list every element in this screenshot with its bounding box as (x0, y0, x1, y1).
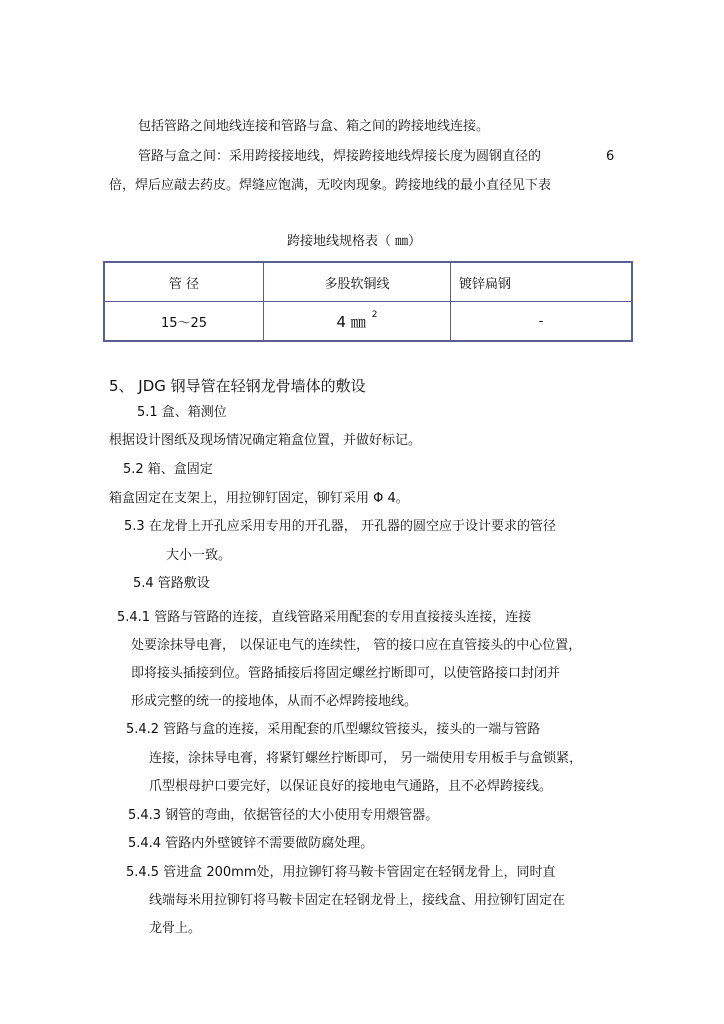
section-5-title: 5、 JDG 钢导管在轻钢龙骨墙体的敷设 (109, 377, 366, 395)
intro-line-2-number: 6 (606, 149, 615, 164)
section-5-4-2-line-2: 连接，涂抹导电膏，将紧钉螺丝拧断即可， 另一端使用专用板手与盒锁紧， (149, 751, 583, 766)
table-header-row (104, 262, 632, 302)
section-5-2-title: 5.2 箱、盒固定 (123, 462, 213, 477)
section-5-4-3: 5.4.3 钢管的弯曲，依据管径的大小使用专用煨管器。 (128, 808, 439, 823)
header-copper-wire: 多股软铜线 (264, 262, 451, 302)
intro-line-3: 倍，焊后应敲去药皮。焊缝应饱满，无咬肉现象。跨接地线的最小直径见下表 (109, 178, 552, 193)
header-pipe-diameter: 管 径 (104, 262, 264, 302)
table-row (104, 302, 632, 342)
section-5-4-5-line-2: 线端每米用拉铆钉将马鞍卡固定在轻钢龙骨上，接线盒、用拉铆钉固定在 (149, 893, 566, 908)
cell-pipe-diameter: 15～25 (104, 302, 264, 342)
section-5-2-text: 箱盒固定在支架上，用拉铆钉固定，铆钉采用 Φ 4。 (109, 491, 409, 506)
section-5-1-title: 5.1 盒、箱测位 (137, 405, 227, 420)
section-5-4-5-line-1: 5.4.5 管进盒 200mm处，用拉铆钉将马鞍卡管固定在轻钢龙骨上，同时直 (126, 865, 556, 880)
section-5-4-title: 5.4 管路敷设 (133, 576, 210, 591)
wire-size-superscript: 2 (371, 310, 378, 320)
wire-size: 4 ㎜ (336, 313, 366, 331)
cell-copper-wire (264, 302, 451, 342)
intro-line-2: 管路与盒之间：采用跨接接地线，焊接跨接地线焊接长度为圆钢直径的 (138, 149, 542, 164)
spec-table (103, 261, 633, 342)
table-title: 跨接地线规格表（ ㎜） (287, 234, 422, 249)
intro-line-1: 包括管路之间地线连接和管路与盒、箱之间的跨接地线连接。 (138, 119, 490, 134)
section-5-3-line-1: 5.3 在龙骨上开孔应采用专用的开孔器， 开孔器的圆空应于设计要求的管径 (124, 519, 556, 534)
section-5-4-1-line-2: 处要涂抹导电膏， 以保证电气的连续性， 管的接口应在直管接头的中心位置， (131, 638, 582, 653)
section-5-4-1-line-3: 即将接头插接到位。管路插接后将固定螺丝拧断即可，以使管路接口封闭并 (131, 666, 561, 681)
section-5-1-text: 根据设计图纸及现场情况确定箱盒位置，并做好标记。 (109, 433, 422, 448)
section-5-4-4: 5.4.4 管路内外壁镀锌不需要做防腐处理。 (128, 836, 374, 851)
section-5-4-1-line-1: 5.4.1 管路与管路的连接，直线管路采用配套的专用直接接头连接，连接 (117, 610, 532, 625)
cell-galvanized-steel: - (451, 302, 633, 342)
section-5-4-2-line-1: 5.4.2 管路与盒的连接，采用配套的爪型螺纹管接头，接头的一端与管路 (126, 722, 541, 737)
header-galvanized-steel: 镀锌扁钢 (451, 262, 633, 302)
section-5-4-1-line-4: 形成完整的统一的接地体，从而不必焊跨接地线。 (131, 694, 418, 709)
section-5-4-2-line-3: 爪型根母护口要完好，以保证良好的接地电气通路，且不必焊跨接线。 (149, 779, 553, 794)
section-5-3-line-2: 大小一致。 (166, 548, 232, 563)
section-5-4-5-line-3: 龙骨上。 (149, 921, 202, 936)
